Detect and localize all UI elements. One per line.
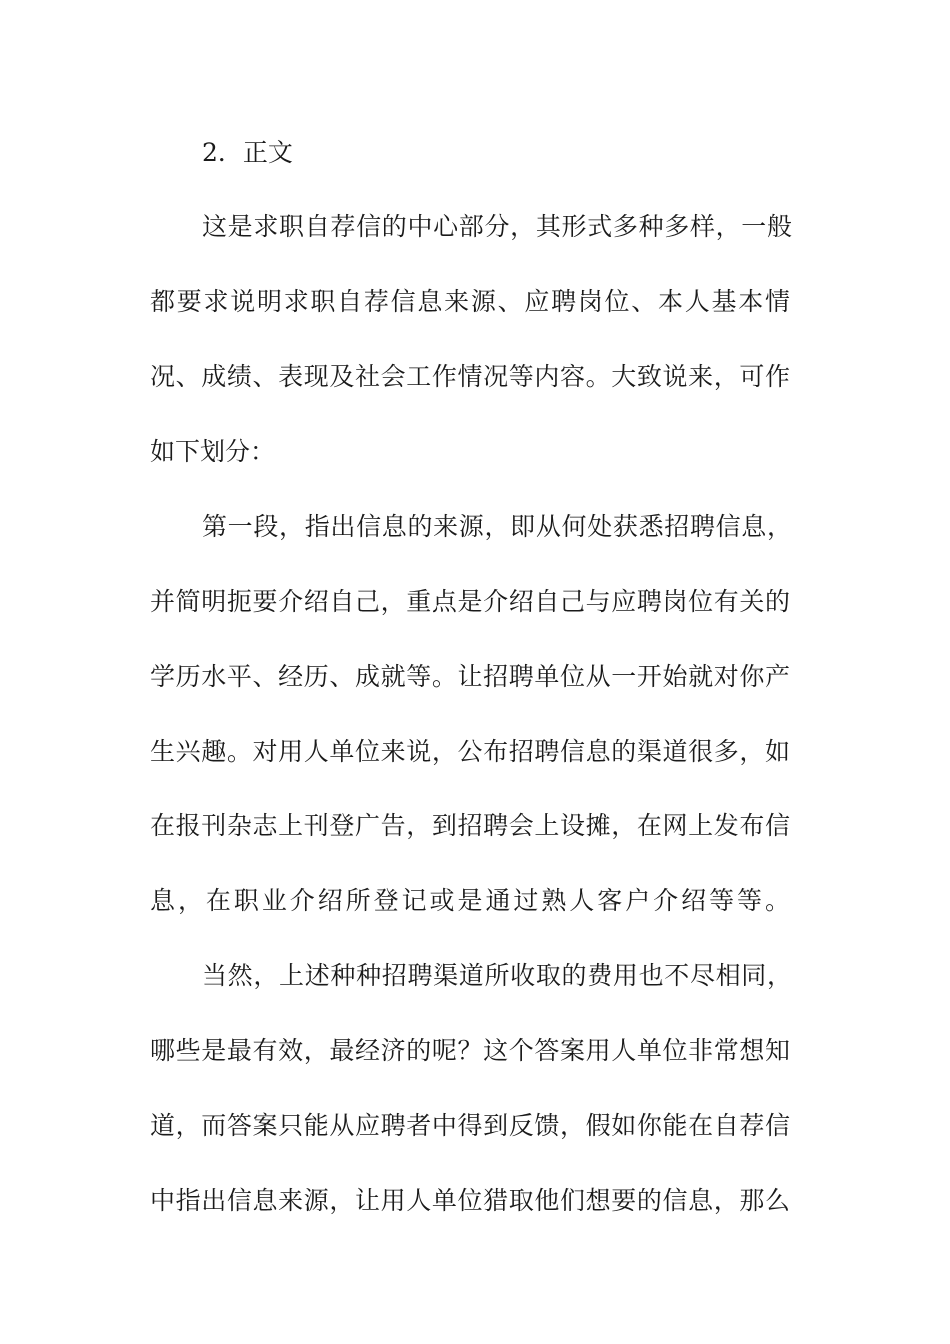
paragraph-1-line-1: 这是求职自荐信的中心部分，其形式多种多样，一般 bbox=[202, 212, 793, 241]
paragraph-2-line-4: 生兴趣。对用人单位来说，公布招聘信息的渠道很多，如 bbox=[150, 737, 791, 766]
paragraph-3-line-2: 哪些是最有效，最经济的呢？这个答案用人单位非常想知 bbox=[150, 1036, 791, 1065]
paragraph-3-line-4: 中指出信息来源，让用人单位猎取他们想要的信息，那么 bbox=[150, 1186, 791, 1215]
paragraph-2-line-2: 并简明扼要介绍自己，重点是介绍自己与应聘岗位有关的 bbox=[150, 587, 791, 616]
paragraph-3-line-3: 道，而答案只能从应聘者中得到反馈，假如你能在自荐信 bbox=[150, 1111, 791, 1140]
paragraph-1-line-3: 况、成绩、表现及社会工作情况等内容。大致说来，可作 bbox=[150, 362, 791, 391]
paragraph-1-line-4: 如下划分： bbox=[150, 437, 276, 466]
paragraph-2-line-1: 第一段，指出信息的来源，即从何处获悉招聘信息， bbox=[202, 512, 793, 541]
paragraph-1-line-2: 都要求说明求职自荐信息来源、应聘岗位、本人基本情 bbox=[150, 287, 792, 316]
paragraph-2-line-5: 在报刊杂志上刊登广告，到招聘会上设摊，在网上发布信 bbox=[150, 811, 791, 840]
paragraph-3-line-1: 当然，上述种种招聘渠道所收取的费用也不尽相同， bbox=[202, 961, 793, 990]
section-heading: 2．正文 bbox=[202, 138, 293, 167]
paragraph-2-line-6: 息，在职业介绍所登记或是通过熟人客户介绍等等。 bbox=[150, 886, 793, 915]
paragraph-2-line-3: 学历水平、经历、成就等。让招聘单位从一开始就对你产 bbox=[150, 662, 791, 691]
